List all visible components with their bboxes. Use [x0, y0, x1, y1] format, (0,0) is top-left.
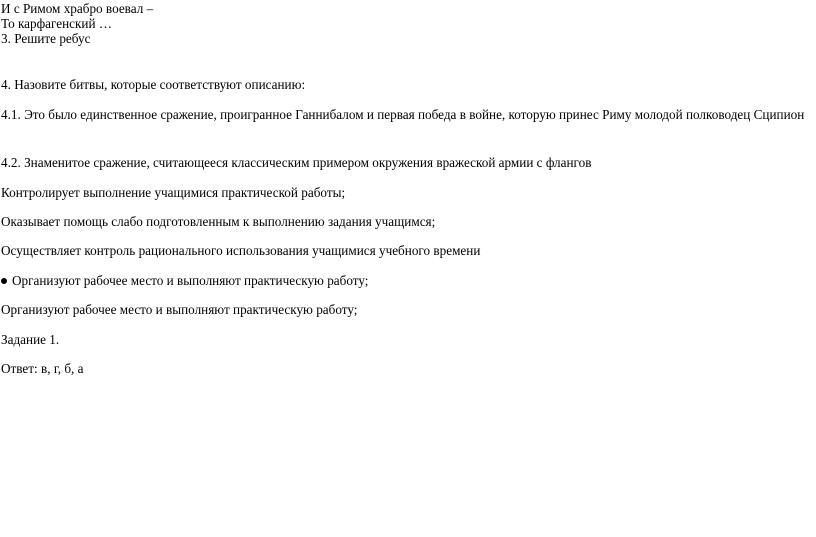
student-action-plain: Организуют рабочее место и выполняют практическую работу; — [1, 302, 358, 317]
assignment-answer: Ответ: в, г, б, а — [1, 361, 84, 376]
student-action-bulleted — [1, 273, 368, 289]
poem-line-2: То карфагенский … — [1, 16, 113, 31]
task-4-item-1: 4.1. Это было единственное сражение, проигранное Ганнибалом и первая победа в войне, которую принес Риму молодой полководец Сципион — [1, 107, 805, 122]
assignment-label: Задание 1. — [1, 332, 60, 347]
teacher-action-1: Контролирует выполнение учащимися практической работы; — [1, 185, 346, 200]
task-3-heading: 3. Решите ребус — [1, 31, 91, 46]
teacher-action-2: Оказывает помощь слабо подготовленным к выполнению задания учащимся; — [1, 214, 436, 229]
task-4-heading: 4. Назовите битвы, которые соответствуют описанию: — [1, 77, 306, 92]
bullet-icon — [1, 278, 7, 284]
student-action-bulleted-text: Организуют рабочее место и выполняют практическую работу; — [12, 273, 369, 288]
poem-line-1: И с Римом храбро воевал – — [1, 1, 154, 16]
task-4-item-2: 4.2. Знаменитое сражение, считающееся классическим примером окружения вражеской армии с флангов — [1, 155, 592, 170]
teacher-action-3: Осуществляет контроль рационального использования учащимися учебного времени — [1, 243, 481, 258]
